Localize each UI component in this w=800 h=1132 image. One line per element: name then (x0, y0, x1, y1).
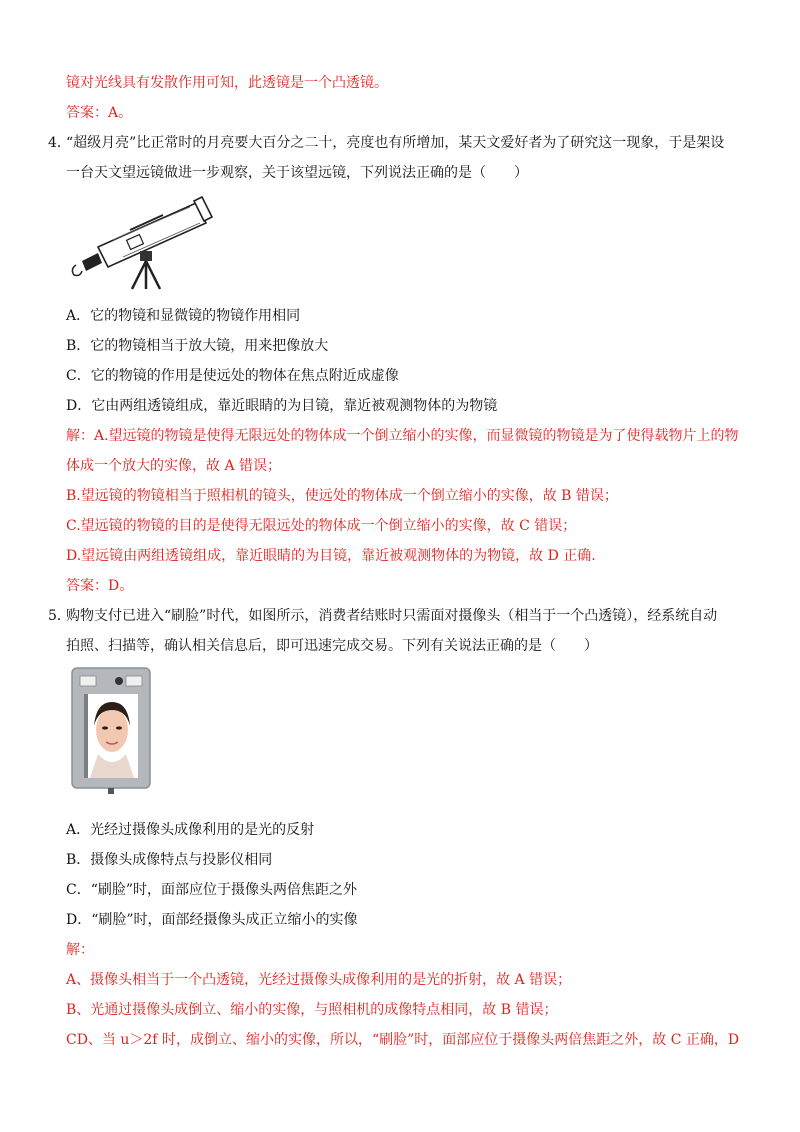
face-payment-device (70, 666, 154, 794)
question-stem: 一台天文望远镜做进一步观察，关于该望远镜，下列说法正确的是（ ） (66, 165, 528, 181)
solution-line: 解：A.望远镜的物镜是使得无限远处的物体成一个倒立缩小的实像，而显微镜的物镜是为了使得载物片上的物 (66, 428, 739, 444)
solution-line: 镜对光线具有发散作用可知，此透镜是一个凸透镜。 (66, 75, 388, 91)
option-b: B．它的物镜相当于放大镜，用来把像放大 (66, 338, 329, 354)
option-a: A．它的物镜和显微镜的物镜作用相同 (66, 308, 301, 324)
option-a: A．光经过摄像头成像利用的是光的反射 (66, 822, 315, 838)
question-stem: “超级月亮”比正常时的月亮要大百分之二十，亮度也有所增加，某天文爱好者为了研究这一现象，于是架设 (66, 135, 725, 151)
question-stem: 拍照、扫描等，确认相关信息后，即可迅速完成交易。下列有关说法正确的是（ ） (66, 638, 598, 654)
question-number: 4． (48, 135, 71, 151)
answer-line: 答案：A。 (66, 105, 133, 121)
option-d: D．它由两组透镜组成，靠近眼睛的为目镜，靠近被观测物体的为物镜 (66, 398, 498, 414)
solution-line: 解： (66, 942, 94, 958)
option-c: C．“刷脸”时，面部应位于摄像头两倍焦距之外 (66, 882, 358, 898)
answer-line: 答案：D。 (66, 578, 134, 594)
option-d: D．“刷脸”时，面部经摄像头成正立缩小的实像 (66, 912, 358, 928)
question-stem: 购物支付已进入“刷脸”时代，如图所示，消费者结账时只需面对摄像头（相当于一个凸透镜），经系统自动 (66, 608, 718, 624)
solution-line: A、摄像头相当于一个凸透镜，光经过摄像头成像利用的是光的折射，故 A 错误； (66, 972, 572, 988)
option-c: C．它的物镜的作用是使远处的物体在焦点附近成虚像 (66, 368, 399, 384)
solution-line: C.望远镜的物镜的目的是使得无限远处的物体成一个倒立缩小的实像，故 C 错误； (66, 518, 577, 534)
solution-line: D.望远镜由两组透镜组成，靠近眼睛的为目镜，靠近被观测物体的为物镜，故 D 正确. (66, 548, 596, 564)
solution-line: CD、当 u＞2f 时，成倒立、缩小的实像，所以，“刷脸”时，面部应位于摄像头两倍焦距之外，故 C 正确，D (66, 1032, 740, 1048)
question-number: 5． (48, 608, 71, 624)
solution-line: B.望远镜的物镜相当于照相机的镜头，使远处的物体成一个倒立缩小的实像，故 B 错误； (66, 488, 618, 504)
solution-line: B、光通过摄像头成倒立、缩小的实像，与照相机的成像特点相同，故 B 错误； (66, 1002, 558, 1018)
telescope-illustration (68, 195, 218, 290)
option-b: B．摄像头成像特点与投影仪相同 (66, 852, 273, 868)
solution-line: 体成一个放大的实像，故 A 错误； (66, 458, 282, 474)
